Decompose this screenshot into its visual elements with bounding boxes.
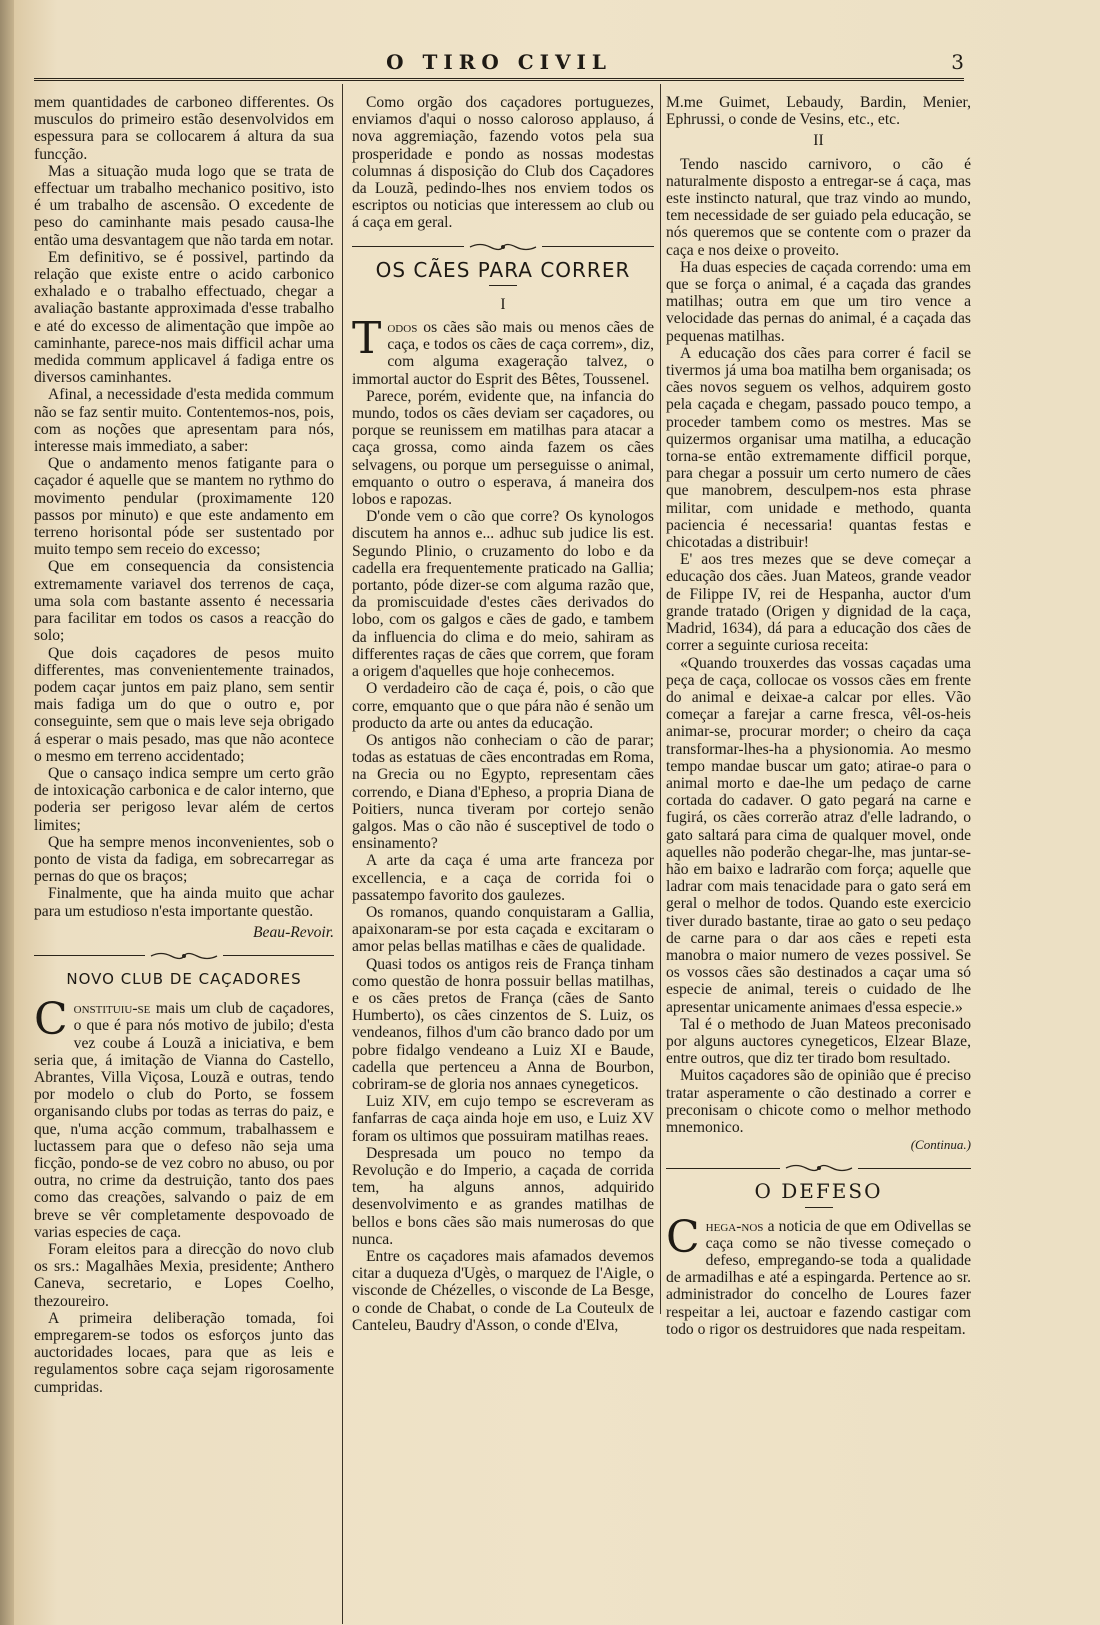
dogs-first-paragraph: [352, 313, 654, 388]
paragraph: Que dois caçadores de pesos muito differentes, mas convenientemente trainados, podem caçar juntos em paiz plano, sem sentir mais fadiga um do que o outro e, por conseguinte, sem que o mais leve seja obrigado á esperar o mais pesado, mas que não acontece o mesmo em terreno accidentado;: [34, 644, 334, 765]
page-header: [34, 50, 964, 78]
paragraph: E' aos tres mezes que se deve começar a educação dos cães. Juan Mateos, grande veador de Filippe IV, rei de Hespanha, auctor d'um grande tratado (Origen y dignidad de la caça, Madrid, 1634), dá para a educação dos cães de correr a seguinte curiosa receita:: [666, 551, 971, 655]
paragraph: Afinal, a necessidade d'esta medida commum não se faz sentir muito. Contentemos-nos, pois, com as noções que apresentam para nós, interesse mais immediato, a saber:: [34, 386, 334, 456]
first-word: odos: [387, 319, 418, 337]
paragraph: Quasi todos os antigos reis de França tinham como questão de honra possuir bellas matilhas, e os cães pretos de França (cães de Santo Humberto), os cães cinzentos de S. Luiz, os vendeanos, filhos d'um cão branco dado por um pobre fidalgo vendeano a Luiz XI e Baude, cadella que pertenceu a Anna de Bourbon, cobriram-se de gloria nos annaes cynegeticos.: [352, 955, 654, 1093]
section-ornament: [34, 951, 334, 961]
first-paragraph-rest: os cães são mais ou menos cães de caça, e todos os cães de caça correm», diz, com alguma exageração talvez, o immortal auctor do Esprit des Bêtes, Toussenel.: [352, 319, 654, 388]
short-rule: [489, 285, 517, 286]
dogs-heading: OS CÃES PARA CORRER: [375, 257, 631, 282]
paragraph: A primeira deliberação tomada, foi empregarem-se todos os esforços junto das auctoridades locaes, para que as leis e regulamentos sobre caça sejam rigorosamente cumpridas.: [34, 1309, 334, 1396]
paragraph: Finalmente, que ha ainda muito que achar para um estudioso n'esta importante questão.: [34, 885, 334, 920]
paragraph: «Quando trouxerdes das vossas caçadas uma peça de caça, collocae os vossos cães em frente do animal e deixae-a calcar por elles. Vão começar a farejar a carne fresca, vêl-os-heis animar-se, procurar morder; o cheiro da caça transformar-lhes-ha a physionomia. Ao mesmo tempo mandae buscar um gato; atirae-o para o animal morto e dae-lhe um pedaço de carne cortada do cadaver. O gato pegará na carne e fugirá, os cães correrão atraz d'elle ladrando, o gato saltará para cima de qualquer movel, onde aquelles não poderão chegar-lhe, mas juntar-se-hão em baixo e ladrarão com força; aquelle que ladrar com mais tenacidade para o gato será em geral o melhor de todos. Quando este exercicio tiver durado bastante, tirae ao gato o seu pedaço de carne para o dar aos cães e repeti esta manobra o maior numero de vezes possivel. Se os vossos cães são destinados a caçar uma só especie de animal, tereis o cuidado de lhe apresentar unicamente animaes d'essa especie.»: [666, 654, 971, 1016]
section-number: II: [813, 132, 824, 150]
column-2: [352, 94, 654, 1585]
paragraph: mem quantidades de carboneo differentes. Os musculos do primeiro estão desenvolvidos em espessura para se collocarem á altura da sua funcção.: [34, 94, 334, 163]
paragraph: Em definitivo, se é possivel, partindo da relação que existe entre o acido carbonico exhalado e o trabalho effectuado, chegar a avaliação bastante approximada d'esse trabalho e até do excesso de alimentação que impõe ao caminhante, parece-nos mais difficil achar uma medida commum applicavel á fadiga entre os diversos caminhantes.: [34, 248, 334, 387]
section-ornament: [666, 1163, 971, 1173]
continued-note: (Continua.): [910, 1137, 971, 1153]
first-word: hega-nos: [705, 1217, 764, 1235]
paragraph: Luiz XIV, em cujo tempo se escreveram as fanfarras de caça ainda hoje em uso, e Luiz XV foram os ultimos que possuiram matilhas reaes.: [352, 1093, 654, 1145]
defeso-heading: O DEFESO: [754, 1179, 883, 1204]
page-spine-shadow: [0, 0, 14, 1625]
paragraph: Parece, porém, evidente que, na infancia do mundo, todos os cães deviam ser caçadores, ou porque se reunissem em matilhas para atacar a caça grossa, como ainda fazem os cães selvagens, ou porque um perseguisse o animal, emquanto o outro o esperava, á maneira dos lobos e rapozas.: [352, 387, 654, 509]
paragraph: Que em consequencia da consistencia extremamente variavel dos terrenos de caça, uma sola com bastante assento é necessaria para facilitar em todos os casos a reacção do solo;: [34, 558, 334, 645]
paragraph: Mas a situação muda logo que se trata de effectuar um trabalho mechanico positivo, isto é um trabalho de ascensão. O excedente de peso do caminhante mais pesado causa-lhe então uma desvantagem que não tarda em notar.: [34, 162, 334, 249]
paragraph: Muitos caçadores são de opinião que é preciso tratar asperamente o cão destinado a correr e preconisam o chicote como o melhor methodo mnemonico.: [666, 1067, 971, 1136]
header-rule: [34, 78, 964, 81]
section-ornament: [352, 242, 654, 252]
newspaper-title: O TIRO CIVIL: [386, 50, 612, 74]
paragraph: A arte da caça é uma arte franceza por excellencia, e a caça de corrida foi o passatempo favorito dos gaulezes.: [352, 852, 654, 904]
paragraph: Tendo nascido carnivoro, o cão é naturalmente disposto a entregar-se á caça, mas este instincto natural, que traz vindo ao mundo, tem necessidade de ser guiado pela educação, se nós queremos que se contente com o prazer da caça e nos deixe o proveito.: [666, 155, 971, 259]
first-word: onstituiu-se: [73, 1000, 151, 1018]
ornament-icon: [468, 242, 538, 252]
paragraph: Tal é o methodo de Juan Mateos preconisado por alguns auctores cynegeticos, Elzear Blaze, entre outros, que diz ter tirado bom resultado.: [666, 1015, 971, 1068]
first-paragraph-rest: mais um club de caçadores, o que é para nós motivo de jubilo; d'esta vez coube á Louzã a iniciativa, e bem seria que, á imitação de Vianna do Castello, Abrantes, Villa Viçosa, Louzã e outras, tendo por modelo o club do Porto, se fossem organisando clubs por todas as terras do paiz, e que, n'uma acção commum, trabalhassem e luctassem para que o defeso não seja uma ficção, pondo-se de vez cobro no abuso, ou por outra, no crime da destruição, tanto dos paes como das creações, salvando o paiz de em breve se vêr completamente despovoado de varias especies de caça.: [34, 1000, 334, 1241]
section-number: I: [500, 295, 506, 313]
column-3: [666, 94, 971, 1585]
defeso-paragraph-rest: a noticia de que em Odivellas se caça como se não tivesse começado o defeso, empregando-se toda a qualidade de armadilhas e até a espingarda. Pertence ao sr. administrador do concelho de Loures fazer respeitar a lei, auctoar e fazendo castigar com todo o rigor os destruidores que nada respeitam.: [666, 1217, 971, 1338]
club-heading: NOVO CLUB DE CAÇADORES: [66, 969, 302, 988]
article-signature: Beau-Revoir.: [253, 923, 334, 941]
drop-cap: C: [34, 994, 68, 1046]
column-divider-1: [342, 84, 343, 1624]
paragraph: A educação dos cães para correr é facil se tivermos já uma boa matilha bem organisada; os cães novos seguem os velhos, adquirem gosto pela caçada e chegam, passado pouco tempo, a proceder tambem como os mestres. Mas se quizermos organisar uma matilha, a educação torna-se então extremamente difficil porque, para chegar a possuir um certo numero de cães que manobrem, desculpem-nos esta phrase militar, com unidade e methodo, quanta paciencia é necessaria! quantas festas e chicotadas a distribuir!: [666, 344, 971, 552]
paragraph: D'onde vem o cão que corre? Os kynologos discutem ha annos e... adhuc sub judice lis est. Segundo Plinio, o cruzamento do lobo e da cadella era frequentemente praticado na Gallia; portanto, póde dizer-se com alguma razão que, da promiscuidade d'estes cães derivados do lobo, com os galgos e cães de gado, e tambem da influencia do clima e do meio, sahiram as differentes raças de cães que correm, que foram a origem d'aquelles que hoje conhecemos.: [352, 508, 654, 681]
paragraph: Os romanos, quando conquistaram a Gallia, apaixonaram-se por esta caçada e excitaram o amor pelas bellas matilhas e cães de qualidade.: [352, 903, 654, 956]
paragraph: Que ha sempre menos inconvenientes, sob o ponto de vista da fadiga, em sobrecarregar as pernas do que os braços;: [34, 833, 334, 886]
paragraph: Entre os caçadores mais afamados devemos citar a duqueza d'Ugès, o marquez de l'Aigle, o visconde de Chézelles, o visconde de La Besge, o conde de Chabat, o conde de La Couteulx de Canteleu, Baudry d'Asson, o conde d'Elva,: [352, 1248, 654, 1334]
ornament-icon: [149, 951, 219, 961]
drop-cap: C: [666, 1211, 700, 1263]
club-first-paragraph: [34, 994, 334, 1241]
paragraph: Despresada um pouco no tempo da Revolução e do Imperio, a caçada de corrida tem, ha alguns annos, adquirido desenvolvimento e as grandes matilhas de bellos e bons cães são mais numerosas do que nunca.: [352, 1144, 654, 1248]
paragraph: Foram eleitos para a direcção do novo club os srs.: Magalhães Mexia, presidente; Anthero Caneva, secretario, e Lopes Coelho, thezoureiro.: [34, 1241, 334, 1310]
ornament-icon: [784, 1163, 854, 1173]
paragraph: Os antigos não conheciam o cão de parar; todas as estatuas de cães encontradas em Roma, na Grecia ou no Egypto, representam cães correndo, e Diana d'Epheso, a propria Diana de Poitiers, nunca tiveram por cortejo senão galgos. Mas o cão não é susceptivel de todo o ensinamento?: [352, 731, 654, 853]
drop-cap: T: [352, 313, 382, 365]
paragraph: Como orgão dos caçadores portuguezes, enviamos d'aqui o nosso caloroso applauso, á nova aggremiação, fazendo votos pela sua prosperidade e pondo as nossas modestas columnas á disposição do Club dos Caçadores da Louzã, pedindo-lhes nos enviem todos os escriptos ou noticias que interessem ao club ou á caça em geral.: [352, 94, 654, 232]
paragraph: Que o cansaço indica sempre um certo grão de intoxicação carbonica e de calor interno, que poderia ser perigoso levar além de certos limites;: [34, 764, 334, 834]
page-number: 3: [951, 50, 964, 74]
paragraph: M.me Guimet, Lebaudy, Bardin, Menier, Ephrussi, o conde de Vesins, etc., etc.: [666, 94, 971, 129]
column-1: [34, 94, 334, 1585]
paragraph: Ha duas especies de caçada correndo: uma em que se força o animal, é a caçada das grandes matilhas; outra em que um tiro vence a velocidade das pernas do animal, é a caçada das pequenas matilhas.: [666, 258, 971, 345]
paragraph: O verdadeiro cão de caça é, pois, o cão que corre, emquanto que o que pára não é senão um producto da arte ou antes da educação.: [352, 680, 654, 732]
short-rule: [805, 1207, 833, 1208]
defeso-paragraph: [666, 1211, 971, 1338]
paragraph: Que o andamento menos fatigante para o caçador é aquelle que se mantem no rythmo do movimento pendular (proximamente 120 passos por minuto) e que este andamento em terreno horisontal póde ser sustentado por muito tempo sem receio do excesso;: [34, 455, 334, 559]
column-divider-2: [660, 84, 661, 1314]
